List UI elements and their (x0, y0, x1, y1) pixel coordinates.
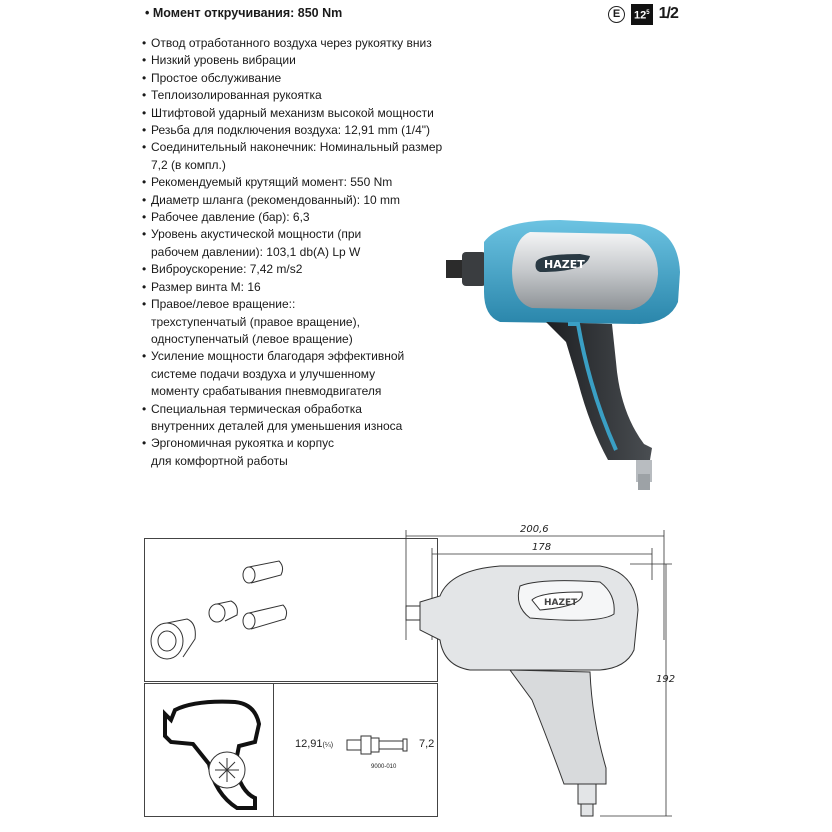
grip (546, 322, 652, 460)
connector-part-number: 9000-010 (371, 764, 397, 770)
feature-item (142, 87, 462, 104)
feature-line: рабочем давлении): 103,1 db(A) Lp W (151, 244, 361, 259)
feature-item (142, 70, 462, 87)
dim-height: 192 (656, 674, 676, 685)
feature-item (142, 192, 462, 209)
feature-line: • Резьба для подключения воздуха: 12,91 mm (1/4") (151, 123, 431, 138)
feature-line: трехступенчатый (правое вращение), (151, 314, 360, 329)
box-divider (273, 684, 274, 816)
badge-12-value: 12 (634, 9, 647, 22)
insulated-tool-outline (145, 684, 273, 816)
air-fitting (638, 474, 650, 490)
feature-item (142, 174, 462, 191)
feature-line: • Рекомендуемый крутящий момент: 550 Nm (151, 175, 393, 190)
feature-item (142, 139, 462, 174)
feature-item (142, 35, 462, 52)
dimension-drawing (400, 520, 680, 830)
feature-line: • Штифтовой ударный механизм высокой мощности (151, 105, 434, 120)
feature-line: • Специальная термическая обработка (151, 401, 362, 416)
feature-item (142, 226, 462, 261)
connector-left-unit: (¼) (322, 742, 334, 749)
anvil-collar (462, 252, 486, 286)
feature-line: • Эргономичная рукоятка и корпус (151, 436, 334, 451)
feature-line: • Правое/левое вращение:: (151, 297, 296, 312)
feature-line: • Соединительный наконечник: Номинальный размер 7,2 (в компл.) (151, 140, 443, 172)
badge-12-sup: 5 (646, 10, 650, 16)
housing-silver (512, 232, 658, 310)
feature-item (142, 122, 462, 139)
impact-wrench-photo (440, 212, 690, 492)
feature-line: • Виброускорение: 7,42 m/s2 (151, 262, 303, 277)
dim-overall-length: 200,6 (520, 524, 549, 535)
feature-line: системе подачи воздуха и улучшенному (151, 366, 376, 381)
outline-hazet-logo: HAZET (544, 598, 578, 608)
dim-body-length: 178 (532, 542, 552, 553)
badge-fraction: 1/2 (658, 5, 678, 23)
feature-item (142, 52, 462, 69)
hazet-logo: HAZET (544, 258, 585, 271)
feature-line: внутренних деталей для уменьшения износа (151, 418, 403, 433)
feature-item (142, 105, 462, 122)
connector-left-label (295, 738, 333, 750)
feature-line: • Размер винта M: 16 (151, 279, 261, 294)
insulation-box (144, 683, 438, 817)
feature-list (142, 35, 462, 470)
feature-line: • Уровень акустической мощности (при (151, 227, 362, 242)
outline-tool (406, 566, 638, 816)
connector-left-value: 12,91 (295, 738, 323, 750)
feature-item (142, 296, 462, 348)
feature-item (142, 261, 462, 278)
feature-line: • Низкий уровень вибрации (151, 53, 296, 68)
accessories-box (144, 538, 438, 682)
feature-line: • Отвод отработанного воздуха через рукоятку вниз (151, 36, 432, 50)
spec-badges (608, 4, 678, 25)
headline: • Момент откручивания: 850 Nm (145, 6, 343, 20)
feature-item (142, 348, 462, 400)
badge-12 (631, 4, 653, 25)
feature-line: • Усиление мощности благодаря эффективной (151, 349, 405, 364)
feature-item (142, 401, 462, 436)
feature-item (142, 209, 462, 226)
extension-pin-1 (243, 561, 283, 583)
feature-line: • Теплоизолированная рукоятка (151, 88, 322, 103)
feature-line: • Рабочее давление (бар): 6,3 (151, 210, 310, 225)
badge-e: E (608, 6, 625, 23)
feature-line: • Диаметр шланга (рекомендованный): 10 mm (151, 192, 401, 207)
feature-item (142, 435, 462, 470)
drive-anvil (446, 260, 462, 278)
socket-large (151, 619, 195, 659)
feature-line: • Простое обслуживание (151, 70, 282, 85)
feature-item (142, 279, 462, 296)
connector-right-label: 7,2 (419, 738, 435, 750)
feature-line: моменту срабатывания пневмодвигателя (151, 384, 382, 399)
feature-line: для комфортной работы (151, 453, 288, 468)
accessories-drawing (145, 539, 437, 681)
extension-pin-2 (243, 605, 287, 629)
socket-small (209, 601, 237, 622)
feature-line: одноступенчатый (левое вращение) (151, 331, 353, 346)
